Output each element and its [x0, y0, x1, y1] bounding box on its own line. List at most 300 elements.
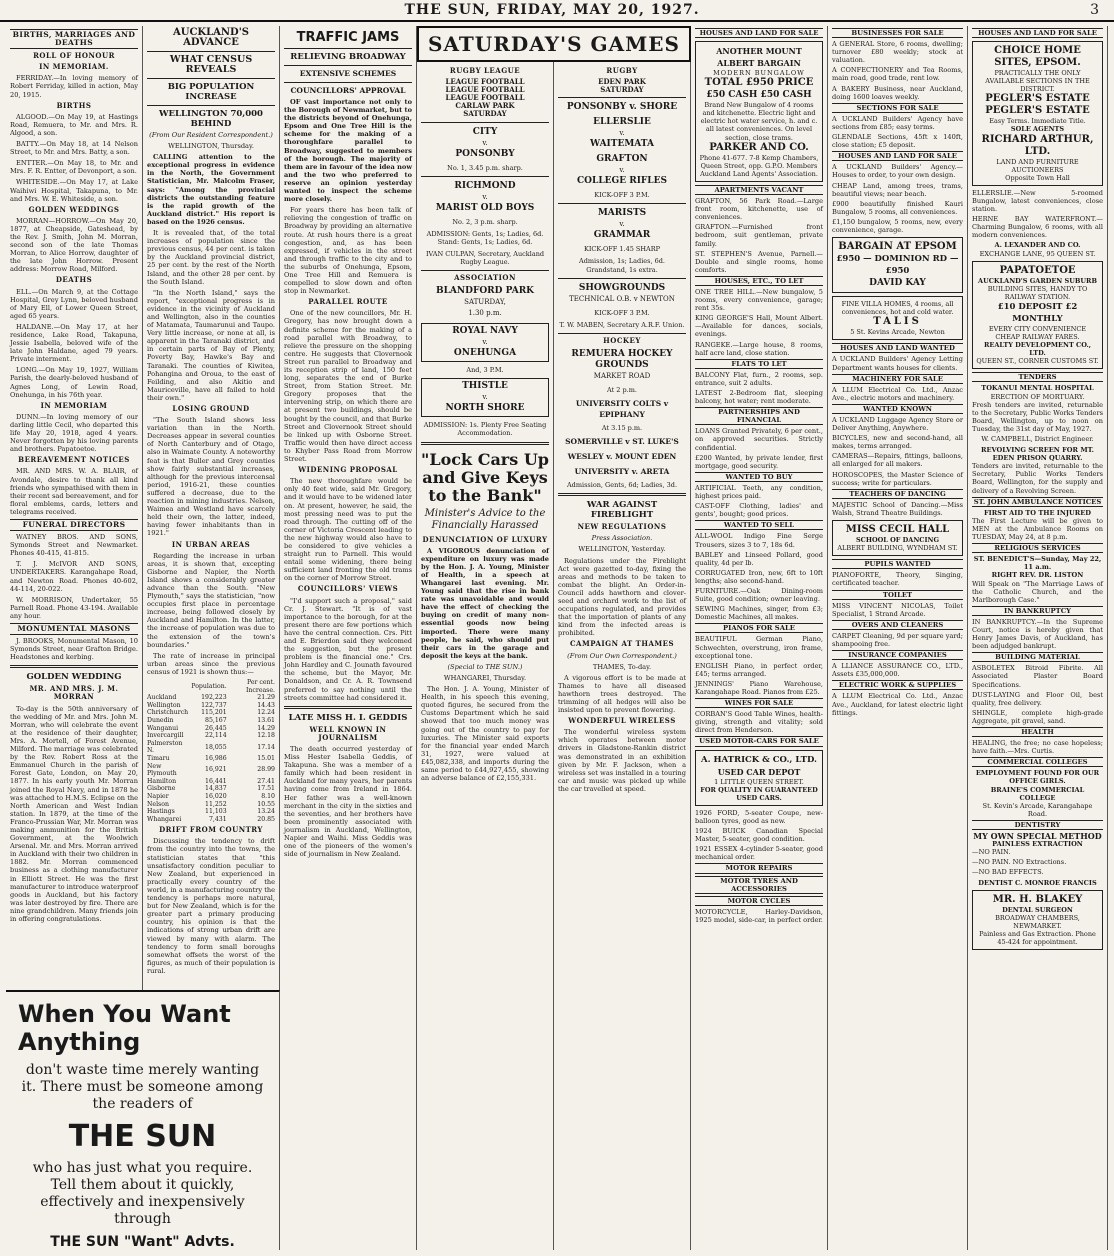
death-notice: HALDANE.—On May 17, at her residence, Lake Road, Takapuna, Jessie Isabella, beloved wife of the late John Haldane, aged 79 years. Private interment.	[10, 322, 138, 364]
classified-head: MOTOR REPAIRS	[695, 863, 823, 873]
classified-item: BEAUTIFUL German Piano, Schwechten, overstrung, iron frame, exceptional tone.	[695, 635, 823, 660]
table-header: Population.	[191, 682, 227, 690]
golden-title: GOLDEN WEDDINGS	[28, 204, 120, 214]
honour-title: ROLL OF HONOUR	[33, 51, 115, 61]
ad-text: Brand New Bungalow of 4 rooms and kitchenette. Electric light and electric hot water service, h. and c. all latest conveniences. On level section, close trams.	[700, 101, 818, 142]
ad-address: Opposite Town Hall	[1005, 173, 1070, 182]
classified-item: LATEST 2-Bedroom flat, sleeping balcony, hot water; rent moderate.	[695, 389, 823, 406]
versus: v.	[482, 393, 488, 402]
classified-item: KING GEORGE'S Hall, Mount Albert.—Available for dances, socials, evenings.	[695, 314, 823, 339]
ad-agent: RICHARD ARTHUR, LTD.	[981, 133, 1094, 157]
team: COLLEGE RIFLES	[577, 176, 667, 187]
lead-paragraph: CALLING attention to the exceptional progress in evidence in the North, the Government Statistician, Mr. Malcolm Fraser, says: "Among the provincial districts the outstanding feature is the rapid growth of the Auckland district." His report is based on the 1926 census.	[147, 153, 275, 226]
masthead	[0, 0, 1114, 22]
honour-sub: IN MEMORIAM.	[39, 62, 109, 72]
subhead: DRIFT FROM COUNTRY	[159, 825, 263, 835]
minister-sub: Minister's Advice to the Financially Harassed	[424, 507, 546, 531]
secretary: IVAN CULPAN, Secretary, Auckland Rugby League.	[425, 249, 545, 267]
ad-address: Phone 41-677. 7-8 Kemp Chambers, Queen Street, opp. G.P.O. Members Auckland Land Agents' Association.	[699, 153, 819, 178]
subhead: COUNCILLORS' VIEWS	[297, 584, 399, 594]
notice-title: EMPLOYMENT FOUND FOR OUR OFFICE GIRLS.	[975, 769, 1100, 786]
classified-item: 1921 ESSEX 4-cylinder 5-seater, good mechanical order.	[695, 845, 823, 862]
hockey-match: UNIVERSITY COLTS v EPIPHANY	[575, 399, 669, 420]
match-note: No. 2, 3 p.m. sharp.	[452, 217, 518, 226]
table-row	[147, 717, 275, 725]
match-note: No. 1, 3.45 p.m. sharp.	[447, 163, 523, 172]
houses-land-head: HOUSES AND LAND FOR SALE	[695, 28, 823, 38]
ad-address: 5 St. Kevins Arcade, Newton	[850, 328, 945, 337]
column-classifieds-1	[691, 26, 828, 1250]
classified-item: JENNINGS' Piano Warehouse, Karangahape Road. Pianos from £25.	[695, 679, 823, 696]
classified-item: GLENDALE Sections, 45ft x 140ft, close station; £5 deposit.	[832, 133, 963, 150]
venue: REMUERA HOCKEY GROUNDS	[571, 348, 673, 370]
ad-sub: SCHOOL OF DANCING	[855, 536, 940, 545]
table-cell: 17.51	[257, 785, 275, 793]
rugby-match-3	[558, 154, 686, 187]
hockey-match: SOMERVILLE v ST. LUKE'S	[565, 437, 679, 447]
honour-text: FERRIDAY.—In loving memory of Robert Ferriday, killed in action, May 20, 1915.	[10, 74, 138, 99]
funeral-notice: W. MORRISON, Undertaker, 55 Parnell Road. Phone 43-194. Available any hour.	[10, 595, 138, 620]
divider	[10, 665, 138, 668]
classified-item: A UCKLAND Builders' Agency have sections from £85; easy terms.	[832, 114, 963, 131]
headline-1: AUCKLAND'S ADVANCE	[172, 27, 249, 48]
paragraph: A vigorous effort is to be made at Thames to have all diseased hawthorn trees destroyed. The trimming of all hedges will also be insisted upon to prevent flowering.	[558, 673, 686, 715]
classified-head: APARTMENTS VACANT	[695, 185, 823, 195]
saturday: SATURDAY	[463, 109, 507, 119]
versus: v.	[619, 166, 625, 175]
classified-item: RANGEKE.—Large house, 8 rooms, half acre land, close station.	[695, 340, 823, 357]
ad-text: Painless and Gas Extraction. Phone 45-424 for appointment.	[979, 929, 1096, 946]
advert-sun: THE SUN	[68, 1119, 217, 1154]
obit-sub: WELL KNOWN IN JOURNALISM	[309, 724, 387, 742]
table-cell: 11,103	[205, 808, 227, 816]
column-sports-rugby	[554, 26, 691, 1250]
classified-item: —NO PAIN.	[972, 848, 1011, 857]
special: (Special to THE SUN.)	[447, 662, 523, 671]
funeral-title: FUNERAL DIRECTORS	[10, 519, 138, 531]
classified-item: HOROSCOPES, the Master Science of success; write for particulars.	[832, 470, 963, 487]
agent: A. LEXANDER AND CO.	[994, 241, 1081, 250]
ad-headline: ANOTHER MOUNT ALBERT BARGAIN	[716, 46, 802, 69]
match-note: And, 3 P.M.	[466, 366, 504, 375]
time: At 2 p.m.	[607, 385, 637, 394]
kickoff: KICK-OFF 1.45 SHARP	[583, 245, 660, 254]
ad-headline: CHOICE HOME SITES, EPSOM.	[994, 45, 1081, 69]
classified-item: A UCKLAND Luggage Agency Store or Deliver Anything, Anywhere.	[832, 416, 963, 433]
versus: v.	[482, 138, 488, 147]
classified-head: PARTNERSHIPS AND FINANCIAL	[695, 407, 823, 425]
table-cell: Christchurch	[147, 709, 189, 717]
ad-text: FOR QUALITY IN GUARANTEED USED CARS.	[700, 785, 818, 802]
team: ROYAL NAVY	[452, 326, 518, 337]
venue: SHOWGROUNDS	[578, 282, 666, 293]
table-cell: Gisborne	[147, 785, 176, 793]
ad-headline: BARGAIN AT EPSOM	[838, 241, 957, 253]
table-cell: 13.24	[257, 808, 275, 816]
headline-1: TRAFFIC JAMS	[296, 30, 400, 45]
table-cell: Timaru	[147, 754, 170, 762]
ad-text: FINE VILLA HOMES, 4 rooms, all conveniences, hot and cold water.	[841, 300, 954, 317]
table-cell: Wanganui	[147, 724, 179, 732]
table-cell: Invercargill	[147, 732, 184, 740]
classified-item: SEWING Machines, singer, from £3; Domestic Machines, all makes.	[695, 605, 823, 622]
team: CITY	[472, 126, 498, 137]
monument-text: J. BROOKS, Monumental Mason, 10 Symonds Street, near Grafton Bridge. Headstones and kerbing.	[10, 637, 138, 662]
press-assoc: Press Association.	[591, 534, 653, 543]
campaign-title: CAMPAIGN AT THAMES	[569, 639, 675, 649]
ad-price: TOTAL £950 PRICE	[704, 77, 814, 89]
blakey-ad	[972, 890, 1103, 950]
ad-text: PRACTICALLY THE ONLY AVAILABLE SECTIONS IN THE DISTRICT.	[985, 69, 1090, 94]
league-grid	[421, 78, 549, 118]
classified-item: CARPET Cleaning, 9d per square yard; shampooing free.	[832, 631, 963, 648]
table-header: Per cent. Increase.	[245, 679, 275, 694]
tender-sub: ERECTION OF MORTUARY.	[990, 392, 1085, 401]
classified-head: TEACHERS OF DANCING	[832, 489, 963, 499]
births-title: BIRTHS	[56, 100, 92, 110]
paragraph: "In the North Island," says the report, "exceptional progress is in evidence in the vicinity of Auckland and Wellington, also in the counties of Matamata, Taumarunui and Taupo. Very little increase, or none at all, is apparent in the Taranaki district, and in certain parts of Bay of Plenty, Poverty Bay, Hawke's Bay and Taranaki. The counties of Kiwitea, Pohangina and Oroua, to the east of Feilding, and also Akitio and Mauriceville, have all failed to hold their own."	[147, 288, 275, 402]
classified-head: ST. JOHN AMBULANCE NOTICES	[973, 497, 1102, 506]
admission: ADMISSION: Gents, 1s; Ladies, 6d. Stand: Gents, 1s; Ladies, 6d.	[426, 229, 544, 246]
section-heading: BIRTHS, MARRIAGES AND DEATHS	[10, 29, 138, 49]
table-cell: 16,020	[205, 792, 227, 800]
divider	[558, 203, 686, 204]
classified-head: TOILET	[832, 590, 963, 600]
divider	[558, 333, 686, 334]
classified-item: BABLEY and Linseed Pollard, good quality, 4d per lb.	[695, 550, 823, 567]
paragraph: The Hon. J. A. Young, Minister of Health, in his speech this evening, quoted figures, he secured from the Customs Department which he said showed that too much money was going out of the country to pay for luxuries. The Minister said exports for the financial year ended March 31, 1927, were valued at £45,082,338, and imports during the same period to £44,927,455, showing an adverse balance of £2,155,331.	[421, 685, 549, 783]
assoc-title: ASSOCIATION	[454, 273, 516, 283]
table-caption: The rate of increase in principal urban areas since the previous census of 1921 is shown thus:—	[147, 651, 275, 676]
headline-4: COUNCILLORS' APPROVAL	[290, 86, 406, 95]
classified-head: BUSINESSES FOR SALE	[832, 28, 963, 38]
carlaw-park: CARLAW PARK	[455, 101, 515, 111]
monument-title: MONUMENTAL MASONS	[10, 623, 138, 635]
classified-item: £1,150 bungalow, 5 rooms, new, every convenience, garage.	[832, 217, 963, 234]
ad-address: ALBERT BUILDING, WYNDHAM ST.	[837, 544, 958, 553]
rugby-title: RUGBY	[606, 66, 638, 75]
wireless-title: WONDERFUL WIRELESS	[568, 716, 676, 726]
table-row	[147, 732, 275, 740]
table-row	[147, 725, 275, 733]
advert-headline: When You Want Anything	[18, 1000, 231, 1056]
ad-agent: REALTY DEVELOPMENT CO., LTD.	[983, 341, 1092, 358]
team: THISTLE	[462, 381, 508, 392]
rugby-match-1: PONSONBY v. SHORE	[566, 102, 678, 113]
table-cell: Whangarei	[147, 815, 182, 823]
column-sports-league	[417, 26, 554, 1250]
admission: Admission, Gents, 6d; Ladies, 3d.	[566, 481, 678, 490]
classified-item: 1926 FORD, 5-seater Coupe, new-balloon tyres, good as new.	[695, 808, 823, 825]
table-cell: 17.14	[257, 743, 275, 751]
versus: v.	[619, 220, 625, 229]
ad-agent: PARKER AND CO.	[709, 141, 809, 153]
golden2-sub: MR. AND MRS. J. M. MORRAN	[29, 684, 119, 702]
classified-item: 1924 BUICK Canadian Special Master, 5-seater, good condition.	[695, 827, 823, 844]
population-table	[147, 679, 275, 823]
ad-sub: AUCKLAND'S GARDEN SUBURB	[978, 276, 1097, 285]
classified-item: IN BANKRUPTCY.—In the Supreme Court, notice is hereby given that Henry James Davis, of Auckland, has been adjudged bankrupt.	[972, 617, 1103, 651]
table-cell: 10.55	[257, 800, 275, 808]
table-cell: 12.18	[257, 732, 275, 740]
table-cell: 16,441	[205, 777, 227, 785]
table-cell: 12.24	[257, 709, 275, 717]
road: MARKET ROAD	[593, 371, 651, 380]
paragraph: Regarding the increase in urban areas, it is shown that, excepting Gisborne and Napier, the North Island shows a considerably greater advance than the South. "New Plymouth," says the statistician, "now occupies first place in percentage increase, being followed closely by Auckland and Hamilton. In the latter, the increase of population was due to the extension of the town's boundaries."	[147, 551, 275, 649]
headline-2: WHAT CENSUS REVEALS	[169, 54, 253, 75]
classified-item: Will Speak on "The Marriage Laws of the Catholic Church, and the Marlborough Case."	[972, 579, 1103, 604]
time: 1.30 p.m.	[468, 309, 502, 318]
hockey-match: WESLEY v. MOUNT EDEN	[567, 452, 677, 462]
divider	[284, 82, 412, 83]
kickoff: KICK-OFF 3 P.M.	[594, 308, 650, 317]
table-cell: 115,201	[201, 709, 227, 717]
paragraph: "The South Island shows less variation than in the North. Decreases appear in several counties of North Canterbury and of Otago, also in Waimate County. A noteworthy feat is that Buller and Grey counties show fairly substantial increases, although for the previous intercensal period, 1916-21, these counties suffered a decrease, due to the reaction in mining industries. Nelson, Waimea and Westland have scarcely held their own, the latter, indeed, having fewer inhabitants than in 1921."	[147, 416, 275, 538]
showgrounds	[558, 283, 686, 305]
classified-item: ONE TREE HILL.—New bungalow, 5 rooms, every convenience, garage; rent 35s.	[695, 287, 823, 313]
golden2-title: GOLDEN WEDDING	[26, 672, 122, 683]
classified-item: ELLERSLIE.—New 5-roomed Bungalow, latest conveniences, close station.	[972, 188, 1103, 214]
classified-item: A UCKLAND Builders' Agency.—Houses to order, to your own design.	[832, 163, 963, 180]
ad-agent: DAVID KAY	[869, 278, 926, 289]
table-cell: Palmerston N.	[147, 739, 183, 755]
blandford	[421, 286, 549, 319]
table-row	[147, 694, 275, 702]
birth-notice: ALGOOD.—On May 19, at Hastings Road, Remuera, to Mr. and Mrs. R. Algood, a son.	[10, 112, 138, 137]
time: At 3.15 p.m.	[601, 424, 643, 433]
divider	[284, 48, 412, 49]
campaign-sub: (From Our Own Correspondent.)	[567, 651, 677, 660]
classified-head: PIANOS FOR SALE	[695, 623, 823, 633]
memoriam-text: DUNN.—In loving memory of our darling little Cecil, who departed this life May 20, 1918, aged 4 years. Never forgotten by his loving parents and brothers. Papatoetoe.	[10, 412, 138, 454]
divider	[558, 278, 686, 279]
obit-title: LATE MISS H. I. GEDDIS	[288, 712, 408, 723]
column-classifieds-3	[968, 26, 1108, 1250]
divider	[147, 105, 275, 106]
classified-item: CAMERAS—Repairs, fittings, balloons, all enlarged for all makers.	[832, 452, 963, 469]
dateline: WHANGAREI, Thursday.	[443, 674, 527, 682]
table-row	[147, 785, 275, 793]
divider	[421, 122, 549, 123]
headline-4: WELLINGTON 70,000 BEHIND	[159, 109, 263, 129]
advert-body-1: don't waste time merely wanting it. There must be someone among the readers of	[21, 1062, 264, 1112]
team: GRAFTON	[596, 154, 648, 165]
table-row	[147, 778, 275, 786]
classified-head: WANTED KNOWN	[832, 404, 963, 414]
dentist-name: DENTIST C. MONROE FRANCIS	[978, 878, 1097, 887]
classified-item: BALCONY Flat, furn., 2 rooms, sep. entrance, suit 2 adults.	[695, 370, 823, 387]
classified-head: HOUSES AND LAND WANTED	[832, 343, 963, 353]
subhead: IN URBAN AREAS	[171, 539, 251, 549]
hockey-match: UNIVERSITY v. ARETA	[574, 467, 670, 477]
table-cell: 18,055	[205, 743, 227, 751]
paragraph: "I'd support such a proposal," said Cr. J. Stewart. "It is of vast importance to the borough, for at the present there are few portions which have the central connection. Crs. Pitt and E. Brierdon said they welcomed the suggestion, but the present problem is the financial one." Crs. John Hardley and C. Jounath favoured the scheme, but the Mayor, Mr. Donaldson, and Cr. A. R. Townsend preferred to say nothing until the streets committee had considered it.	[284, 596, 412, 702]
classified-item: HEALING, the free; no case hopeless; have faith.—Mrs. Curtis.	[972, 739, 1103, 756]
table-cell: Napier	[147, 792, 169, 800]
table-row	[147, 740, 275, 755]
ad-price: £950 — DOMINION RD — £950	[836, 254, 959, 277]
table-cell: Wellington	[147, 701, 181, 709]
kickoff: KICK-OFF 3 P.M.	[594, 191, 650, 200]
notice-title: BRAINE'S COMMERCIAL COLLEGE	[990, 785, 1085, 802]
agent-address: EXCHANGE LANE, 95 QUEEN ST.	[979, 249, 1096, 258]
table-cell: 11,252	[205, 800, 227, 808]
luxury-kicker: DENUNCIATION OF LUXURY	[422, 534, 548, 544]
table-row	[147, 816, 275, 824]
epsom-sites-ad	[972, 41, 1103, 186]
newspaper-page	[6, 26, 1108, 1250]
table-cell: 27.41	[257, 777, 275, 785]
table-cell: 85,167	[205, 716, 227, 724]
table-row	[147, 763, 275, 778]
classified-item: ARTIFICIAL Teeth, any condition, highest prices paid.	[695, 483, 823, 501]
remuera	[558, 349, 686, 382]
saturday: SATURDAY	[600, 85, 644, 95]
classified-item: ASBOLETEX Bitroid Fibrite. All Associated Plaster Board Specifications.	[972, 664, 1103, 689]
classified-item: —NO PAIN. NO Extractions.	[972, 858, 1067, 867]
classified-item: ALL-WOOL Indigo Fine Serge Trousers, sizes 3 to 7, 18s 6d.	[695, 532, 823, 549]
table-cell: 14,837	[205, 785, 227, 793]
hockey-title: HOCKEY	[603, 335, 641, 345]
dateline: WELLINGTON, Thursday.	[168, 142, 254, 151]
ad-headline: PAPATOETOE	[999, 264, 1076, 276]
eden-grid	[558, 78, 686, 94]
classified-head: OVERS AND CLEANERS	[832, 620, 963, 630]
classified-item: HERNE BAY WATERFRONT.—Charming Bungalow, 6 rooms, with all modern conveniences.	[972, 215, 1103, 240]
column-classifieds-2	[828, 26, 968, 1250]
classified-head: HEALTH	[972, 727, 1103, 737]
ad-text: Easy Terms. Immediate Title.	[989, 117, 1086, 126]
league-match-1	[421, 127, 549, 160]
ad-cash: £50 CASH £50 CASH	[706, 90, 812, 101]
ad-headline: A. HATRICK & CO., LTD.	[701, 754, 817, 765]
divider	[284, 65, 412, 66]
ad-estate: PEGLER'S ESTATE	[985, 105, 1090, 117]
headline-3: EXTENSIVE SCHEMES	[299, 69, 397, 78]
fixture: TECHNICAL O.B. v NEWTON	[569, 294, 675, 303]
classified-head: PUPILS WANTED	[832, 559, 963, 569]
fireblight-sub: NEW REGULATIONS	[577, 522, 667, 532]
table-cell: 14.29	[257, 724, 275, 732]
classified-item: BICYCLES, new and second-hand, all makes, terms arranged.	[832, 434, 963, 451]
death-notice: LONG.—On May 19, 1927, William Parish, the dearly-beloved husband of Agnes Long, of Lewin Road, Onehunga, in his 76th year.	[10, 366, 138, 399]
rugby-match-2	[558, 117, 686, 150]
table-cell: 7,431	[208, 815, 227, 823]
classified-head: DENTISTRY	[972, 820, 1103, 830]
ad-estate: PEGLER'S ESTATE	[985, 93, 1090, 105]
memoriam-title: IN MEMORIAM	[40, 400, 108, 410]
classified-item: CHEAP Land, among trees, trams, beautiful views; near beach.	[832, 181, 963, 198]
league-title: RUGBY LEAGUE	[449, 66, 521, 75]
cecil-hall-ad	[832, 520, 963, 556]
notice-speaker: RIGHT REV. DR. LISTON	[991, 571, 1084, 580]
classified-head: IN BANKRUPTCY	[972, 606, 1103, 616]
table-row	[147, 702, 275, 710]
table-row	[147, 801, 275, 809]
advert-tagline: THE SUN "Want" Advts.	[50, 1234, 235, 1250]
tender-signature: W. CAMPBELL, District Engineer.	[981, 435, 1094, 443]
ad-address: BROADWAY CHAMBERS, NEWMARKET.	[995, 913, 1080, 930]
classified-item: PIANOFORTE, Theory, Singing, certificated teacher.	[832, 571, 963, 588]
classified-item: FURNITURE.—Oak Dining-room Suite, good condition; owner leaving.	[695, 586, 823, 604]
subhead: PARALLEL ROUTE	[308, 297, 388, 307]
assoc-match-2	[421, 378, 549, 417]
classified-item: DUST-LAYING and Floor Oil, best quality, free delivery.	[972, 690, 1103, 707]
divider	[284, 706, 412, 709]
ad-address: QUEEN ST., CORNER CUSTOMS ST.	[976, 357, 1099, 366]
epsom-bargain-ad	[832, 237, 963, 293]
table-cell: Auckland	[147, 694, 177, 702]
dentist-headline: MY OWN SPECIAL METHOD	[973, 831, 1102, 842]
team: ONEHUNGA	[453, 348, 517, 359]
table-row	[147, 793, 275, 801]
classified-item: SHINGLE, complete high-grade Aggregate, pit gravel, sand.	[972, 708, 1103, 725]
classified-item: £900 beautifully finished Kauri Bungalow, 5 rooms, all conveniences.	[832, 199, 963, 216]
versus: v.	[482, 338, 488, 347]
divider	[558, 493, 686, 496]
secretary: T. W. MABEN, Secretary A.R.F. Union.	[559, 320, 685, 329]
grid-line: LEAGUE FOOTBALL	[445, 77, 525, 87]
classified-head: RELIGIOUS SERVICES	[972, 543, 1103, 553]
classified-head: COMMERCIAL COLLEGES	[972, 757, 1103, 767]
table-cell: 15.01	[257, 754, 275, 762]
classified-head: HOUSES AND LAND FOR SALE	[832, 151, 963, 161]
ad-headline: MISS CECIL HALL	[845, 524, 950, 536]
funeral-notice: T. J. McIVOR AND SONS, UNDERTAKERS. Karangahape Road, and Newton Road. Phones 40-602, 44-114, 20-022.	[10, 560, 138, 593]
ad-sub: SOLE AGENTS	[1010, 125, 1065, 134]
classified-item: Fresh tenders are invited, returnable to the Secretary, Public Works Tenders Board, Wellington, up to noon on Tuesday, the 31st day of May, 1927.	[972, 400, 1103, 433]
classified-item: A CONFECTIONERY and Tea Rooms, main road, good trade, rent low.	[832, 66, 963, 83]
team: NORTH SHORE	[445, 403, 525, 414]
table-row	[147, 709, 275, 717]
admission: ADMISSION: 1s. Plenty Free Seating Accommodation.	[423, 421, 547, 438]
ad-sub: USED CAR DEPOT	[717, 766, 801, 777]
table-cell: 28.99	[257, 766, 275, 774]
classified-item: £200 Wanted, by private lender, first mortgage, good security.	[695, 453, 823, 470]
day: SATURDAY,	[464, 298, 506, 307]
paragraph: Regulations under the Fireblight Act were gazetted to-day, fixing the areas and methods to be taken to combat the blight. An Order-in-Council adds hawthorn and clover-seed and orchard work to the list of occupations regulated, and provides that the importation of plants of any kind from the infected areas is prohibited.	[558, 556, 686, 638]
classified-item: LOANS Granted Privately, 6 per cent., on approved securities. Strictly confidential.	[695, 427, 823, 452]
birth-notice: ENTTER.—On May 18, to Mr. and Mrs. F. R. Entter, of Devonport, a son.	[10, 159, 138, 176]
ad-headline: MR. H. BLAKEY	[992, 893, 1083, 905]
venue: BLANDFORD PARK	[436, 286, 534, 297]
team: GRAMMAR	[593, 230, 651, 241]
grid-line: LEAGUE FOOTBALL	[445, 85, 525, 95]
classified-head: WANTED TO SELL	[695, 520, 823, 530]
table-cell: Hastings	[147, 808, 175, 816]
masthead-date: THE SUN, FRIDAY, MAY 20, 1927.	[404, 2, 700, 18]
paragraph: It is revealed that, of the total increases of population since the previous census, 44 per cent. is taken by the Auckland provincial district, 25 per cent. by the rest of the North Island, and the other 28 per cent. by the South Island.	[147, 229, 275, 286]
notice-address: St. Kevin's Arcade, Karangahape Road.	[982, 801, 1093, 818]
table-cell: 20.85	[257, 815, 275, 823]
classified-item: A LLUM Electrical Co. Ltd., Anzac Ave., Auckland, for latest electric light fittings.	[832, 692, 963, 717]
page-number: 3	[1090, 2, 1100, 18]
death-notice: ELL.—On March 9, at the Cottage Hospital, Grey Lynn, beloved husband of Mary Ell, of Lower Queen Street, aged 65 years.	[10, 287, 138, 320]
ad-address: 1 LITTLE QUEEN STREET.	[714, 777, 804, 786]
divider	[147, 78, 275, 79]
golden2-text: To-day is the 50th anniversary of the wedding of Mr. and Mrs. John M. Morran, who will celebrate the event at the residence of their daughter, Mrs. A. Mortell, of Forest Avenue, Milford. The marriage was celebrated by the Rev. Robert Ross at the Emmanuel Church in the parish of Forest Gate, London, on May 20, 1877. In his early youth Mr. Morran joined the Royal Navy, and in 1878 he was attached to H.M.S. Eclipse on the North American and West Indian station. In 1879, at the time of the Franco-Prussian War, Mr. Morran was making ammunition for the British Government, at the Woolwich Arsenal. Mr. and Mrs. Morran arrived in Auckland with their two children in 1882. Mr. Morran commenced business as a clothing manufacturer in Elliott Street. He was the first manufacturer to introduce waterproof goods in Auckland, but his factory was later destroyed by fire. There are nine grandchildren. Many friends join in offering congratulations.	[10, 704, 138, 923]
classified-head: MOTOR TYRES AND ACCESSORIES	[695, 876, 823, 894]
grid-line: LEAGUE FOOTBALL	[445, 93, 525, 103]
classified-item: CORBAN'S Good Table Wines, health-giving, strength and vitality; sold direct from Henderson.	[695, 710, 823, 735]
paragraph: The wonderful wireless system which operates between motor drivers in Gladstone-Rankin district was demonstrated in an exhibition given by Mr. F. Jackson, when a wireless set was installed in a touring car and music was picked up while the car travelled at speed.	[558, 728, 686, 793]
table-cell: 8.10	[261, 792, 275, 800]
classified-head: SECTIONS FOR SALE	[832, 103, 963, 113]
classified-head: WANTED TO BUY	[695, 472, 823, 482]
papatoetoe-ad	[972, 261, 1103, 370]
classified-item: A GENERAL Store, 6 rooms, dwelling; turnover £80 weekly; stock at valuation.	[832, 40, 963, 65]
classified-item: CORRUGATED Iron, new, 6ft to 10ft lengths; also second-hand.	[695, 568, 823, 585]
